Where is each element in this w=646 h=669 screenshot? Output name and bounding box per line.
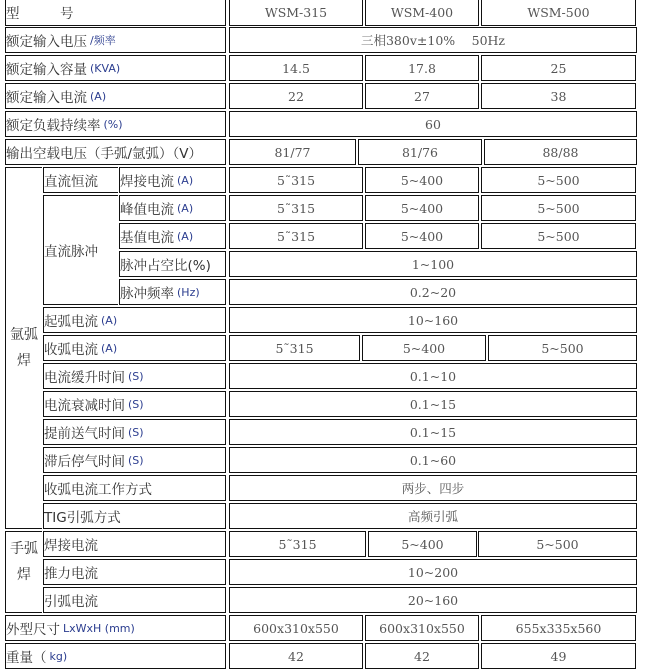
value-cell: [229, 559, 637, 585]
value-cell: [229, 531, 366, 557]
row-label: 收弧电流工作方式: [44, 482, 152, 498]
row-label: 额定输入电压: [6, 34, 87, 50]
value-cell: [368, 531, 477, 557]
value-cell: [484, 139, 637, 165]
group-argon: [5, 167, 43, 529]
value-cell: [229, 111, 637, 137]
row-label: 脉冲占空比(%): [120, 258, 211, 274]
group-manual: [5, 531, 43, 613]
value: 42: [288, 648, 304, 664]
row-unit: (S): [128, 369, 144, 383]
row-label: 额定输入容量: [6, 62, 87, 78]
value: 5~400: [400, 200, 444, 216]
model-name: WSM-400: [390, 4, 454, 20]
row-unit: (S): [128, 453, 144, 467]
header-label: 型 号: [6, 6, 74, 22]
row-unit: (Hz): [177, 285, 200, 299]
value-cell: [229, 167, 363, 193]
value: 5~400: [401, 536, 444, 552]
value-cell: [362, 335, 486, 361]
row-label: 额定输入电流: [6, 90, 87, 106]
subgroup-dc-pulse-label: 直流脉冲: [44, 244, 98, 260]
value: 5~500: [537, 200, 580, 216]
row-unit: (A): [177, 173, 194, 187]
value: 5˜315: [276, 200, 316, 216]
subgroup-dc-pulse: [43, 195, 119, 305]
value-cell: [365, 615, 479, 641]
row-label-cell: [119, 251, 226, 277]
value-cell: [488, 335, 637, 361]
value: 60: [425, 116, 441, 132]
row-label: 峰值电流: [120, 202, 174, 218]
row-label-cell: [43, 475, 226, 501]
value: 42: [414, 648, 430, 664]
value: 5~500: [537, 172, 580, 188]
value-cell: [229, 307, 637, 333]
value-cell: [481, 55, 636, 81]
value: 10~160: [407, 312, 459, 328]
row-label-cell: [5, 111, 226, 137]
value-cell: [365, 83, 479, 109]
row-label: 电流衰减时间: [44, 398, 125, 414]
subgroup-dc-constant: [43, 167, 119, 193]
value: 0.2~20: [409, 284, 457, 300]
value: 14.5: [282, 60, 310, 76]
value-cell: [229, 615, 363, 641]
row-label: 收弧电流: [44, 342, 98, 358]
row-label-cell: [5, 643, 226, 669]
value-cell: [481, 167, 636, 193]
row-unit: LxWxH (mm): [63, 621, 135, 635]
row-label-cell: [5, 83, 226, 109]
value-cell: [229, 83, 363, 109]
value-cell: [365, 643, 479, 669]
row-unit: kg): [49, 649, 68, 663]
value: 0.1~10: [409, 368, 457, 384]
header-label-cell: [5, 0, 226, 26]
row-unit: (A): [177, 229, 194, 243]
model-name: WSM-500: [527, 4, 590, 20]
row-label-cell: [5, 139, 226, 165]
value: 20~160: [407, 592, 459, 608]
value: 5~400: [402, 340, 446, 356]
value-cell: [481, 643, 636, 669]
row-label-cell: [5, 55, 226, 81]
value-cell: [229, 363, 637, 389]
value: 0.1~60: [409, 452, 457, 468]
value: 5˜315: [278, 536, 317, 552]
value: 49: [550, 648, 567, 664]
row-label: 焊接电流: [120, 174, 174, 190]
row-label: 外型尺寸: [6, 622, 60, 638]
value-cell: [358, 139, 482, 165]
row-label: 输出空载电压（手弧/氩弧）（V）: [6, 146, 203, 162]
row-label: 重量（: [6, 650, 47, 666]
value: 600x310x550: [253, 620, 339, 636]
value-cell: [229, 279, 637, 305]
value: 两步、四步: [401, 481, 465, 496]
group-argon-label: 氩弧焊: [10, 327, 38, 369]
value: 5˜315: [275, 340, 314, 356]
value-cell: [229, 391, 637, 417]
value: 5˜315: [276, 172, 316, 188]
value-cell: [229, 447, 637, 473]
value: 0.1~15: [409, 424, 457, 440]
row-label-cell: [119, 195, 226, 221]
row-label-cell: [119, 279, 226, 305]
value-cell: [229, 475, 637, 501]
value: 88/88: [542, 144, 579, 160]
row-label-cell: [119, 223, 226, 249]
value-cell: [229, 419, 637, 445]
row-label-cell: [43, 447, 226, 473]
value-cell: [229, 251, 637, 277]
row-label-cell: [5, 615, 226, 641]
header-model-cell: [365, 0, 479, 26]
row-label: 脉冲频率: [120, 286, 174, 302]
value-cell: [229, 195, 363, 221]
row-label-cell: [43, 307, 226, 333]
row-label-cell: [119, 167, 226, 193]
row-label-cell: [43, 559, 226, 585]
row-unit: (A): [101, 313, 118, 327]
value-cell: [481, 195, 636, 221]
subgroup-dc-constant-label: 直流恒流: [44, 174, 98, 190]
row-label: 滞后停气时间: [44, 454, 125, 470]
row-label: 起弧电流: [44, 314, 98, 330]
value: 17.8: [408, 60, 436, 76]
row-label: 引弧电流: [44, 594, 98, 610]
group-manual-label: 手弧焊: [10, 541, 38, 583]
value-cell: [481, 83, 636, 109]
value-cell: [229, 223, 363, 249]
row-label-cell: [43, 531, 226, 557]
value: 655x335x560: [515, 620, 602, 636]
row-label: 电流缓升时间: [44, 370, 125, 386]
value-cell: [229, 55, 363, 81]
value-cell: [365, 167, 479, 193]
value-cell: [365, 195, 479, 221]
value-cell: [481, 615, 636, 641]
row-label: 额定负载持续率: [6, 118, 101, 134]
row-label-cell: [5, 27, 226, 53]
value-cell: [365, 223, 479, 249]
value: 5~400: [400, 228, 444, 244]
value-cell: [481, 223, 636, 249]
row-unit: /频率: [90, 34, 116, 47]
value: 三相380v±10% 50Hz: [360, 33, 506, 48]
row-label: 焊接电流: [44, 538, 98, 554]
value: 10~200: [407, 564, 459, 580]
value-cell: [229, 587, 637, 613]
value: 高频引弧: [407, 509, 458, 524]
value-cell: [365, 55, 479, 81]
value: 5˜315: [276, 228, 316, 244]
header-model-cell: [481, 0, 636, 26]
value-cell: [229, 643, 363, 669]
value: 22: [288, 88, 304, 104]
value: 38: [550, 88, 567, 104]
row-label-cell: [43, 391, 226, 417]
value: 5~500: [537, 228, 580, 244]
row-label: 提前送气时间: [44, 426, 125, 442]
value: 5~500: [536, 536, 579, 552]
row-label: 基值电流: [120, 230, 174, 246]
row-unit: (A): [90, 89, 107, 103]
value: 27: [414, 88, 430, 104]
value: 81/76: [401, 144, 439, 160]
value: 1~100: [411, 256, 455, 272]
value: 0.1~15: [409, 396, 457, 412]
value-cell: [478, 531, 637, 557]
row-unit: (A): [101, 341, 118, 355]
value: 600x310x550: [379, 620, 465, 636]
row-label-cell: [43, 363, 226, 389]
value-cell: [229, 503, 637, 529]
value-cell: [229, 27, 637, 53]
model-name: WSM-315: [264, 4, 328, 20]
row-label-cell: [43, 587, 226, 613]
value: 5~500: [541, 340, 584, 356]
row-label: TIG引弧方式: [44, 510, 121, 526]
row-label-cell: [43, 419, 226, 445]
row-unit: (%): [103, 117, 123, 131]
value: 5~400: [400, 172, 444, 188]
value-cell: [229, 139, 356, 165]
row-label: 推力电流: [44, 566, 98, 582]
row-label-cell: [43, 335, 226, 361]
row-label-cell: [43, 503, 226, 529]
row-unit: (KVA): [90, 61, 121, 75]
header-model-cell: [229, 0, 363, 26]
value: 25: [550, 60, 567, 76]
row-unit: (S): [128, 397, 144, 411]
row-unit: (S): [128, 425, 144, 439]
row-unit: (A): [177, 201, 194, 215]
value: 81/77: [274, 144, 311, 160]
value-cell: [229, 335, 360, 361]
